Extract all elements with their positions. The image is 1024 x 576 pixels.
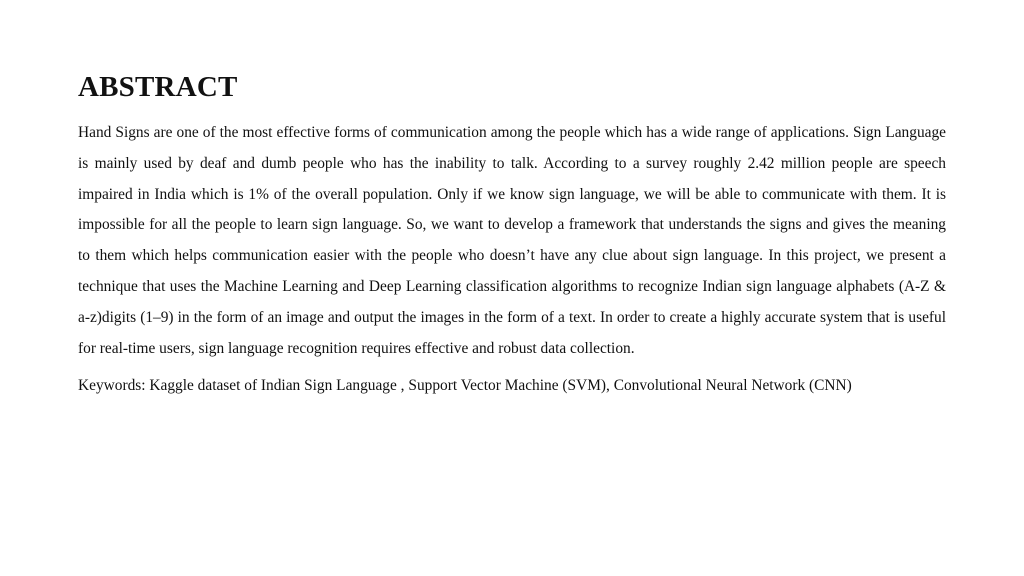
slide-content — [78, 68, 946, 399]
keywords-line: Keywords: Kaggle dataset of Indian Sign Language , Support Vector Machine (SVM), Convolutional Neural Network (CNN) — [78, 377, 852, 395]
slide-title: ABSTRACT — [78, 71, 238, 103]
abstract-paragraph: Hand Signs are one of the most effective forms of communication among the people which has a wide range of applications. Sign Language is mainly used by deaf and dumb people who has the inability to talk. According to a survey roughly 2.42 million people are speech impaired in India which is 1% of the overall population. Only if we know sign language, we will be able to communicate with them. It is impossible for all the people to learn sign language. So, we want to develop a framework that understands the signs and gives the meaning to them which helps communication easier with the people who doesn’t have any clue about sign language. In this project, we present a technique that uses the Machine Learning and Deep Learning classification algorithms to recognize Indian sign language alphabets (A-Z & a-z)digits (1–9) in the form of an image and output the images in the form of a text. In order to create a highly accurate system that is useful for real-time users, sign language recognition requires effective and robust data collection. — [78, 124, 946, 357]
